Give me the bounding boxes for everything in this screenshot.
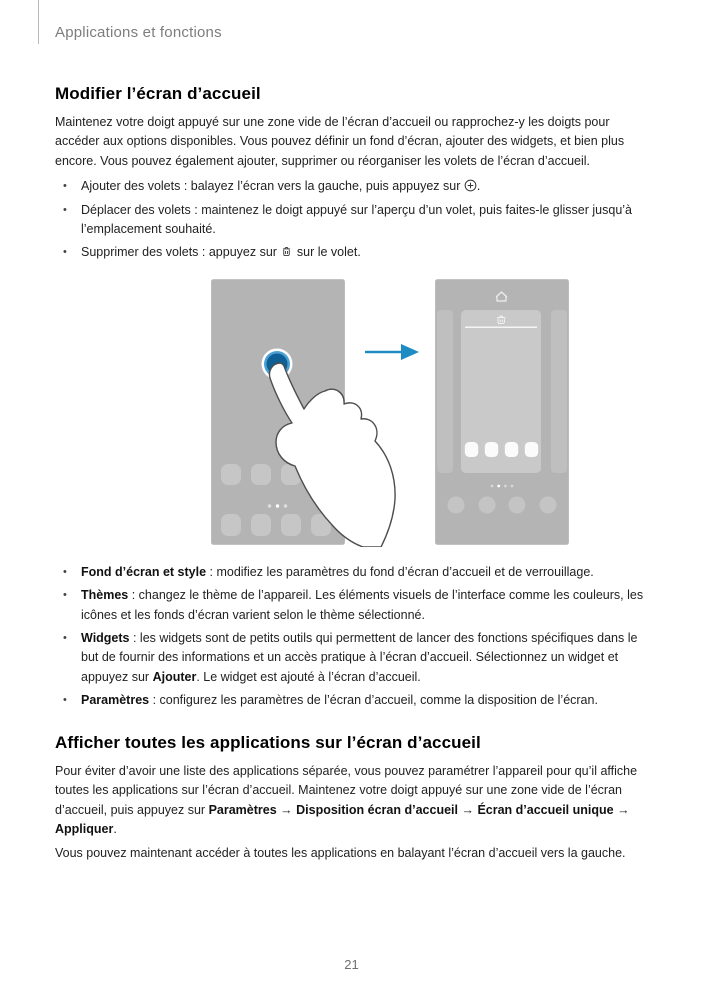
bullet-text: Paramètres : configurez les paramètres de l’écran d’accueil, comme la disposition de l’écran. <box>81 693 598 708</box>
bullet-text: Thèmes : changez le thème de l’appareil. Les éléments visuels de l’interface comme les couleurs, les icônes et les fonds d’écran varient selon le thème sélectionné. <box>81 588 644 622</box>
panel-actions-list <box>55 177 648 263</box>
phone-after-illustration <box>435 279 569 545</box>
section-title-all-apps: Afficher toutes les applications sur l’écran d’accueil <box>55 732 481 752</box>
panel-preview-left <box>437 310 453 473</box>
bullet-item <box>55 563 648 582</box>
figure-home-screen-edit <box>95 279 688 547</box>
bullet-item <box>55 691 648 710</box>
trash-icon <box>280 245 293 258</box>
bullet-text: Widgets : les widgets sont de petits outils qui permettent de lancer des fonctions spécifiques dans le but de fournir des informations et un accès pratique à l’écran d’accueil. Sélectionnez un widget et appuyez sur Ajouter. Le widget est ajouté à l’écran d’accueil. <box>81 631 638 684</box>
bullet-text: Supprimer des volets : appuyez sur sur le volet. <box>81 245 361 260</box>
intro-paragraph: Maintenez votre doigt appuyé sur une zone vide de l’écran d’accueil ou rapprochez-y les doigts pour accéder aux options disponibles. Vous pouvez définir un fond d’écran, ajouter des widgets, et bien plus encore. Vous pouvez également ajouter, supprimer ou réorganiser les volets de l’écran d’accueil. <box>55 115 625 168</box>
all-apps-note: Vous pouvez maintenant accéder à toutes les applications en balayant l’écran d’accueil vers la gauche. <box>55 846 626 861</box>
section-title-edit-home: Modifier l’écran d’accueil <box>55 84 261 103</box>
bullet-text: Ajouter des volets : balayez l’écran vers la gauche, puis appuyez sur . <box>81 179 481 194</box>
bullet-text: Déplacer des volets : maintenez le doigt appuyé sur l’aperçu d’un volet, puis faites-le glisser jusqu’à l’emplacement souhaité. <box>81 202 632 237</box>
bullet-item <box>55 201 648 240</box>
bullet-item <box>55 629 648 687</box>
plus-circle-icon <box>464 179 477 192</box>
all-apps-paragraph: Pour éviter d’avoir une liste des applications séparée, vous pouvez paramétrer l’appareil pour qu’il affiche toutes les applications sur l’écran d’accueil. Maintenez votre doigt appuyé sur une zone vide de l’écran d’accueil, puis appuyez sur Paramètres → Disposition écran d’accueil → Écran d’accueil unique → Appliquer. <box>55 763 638 836</box>
edit-options-list <box>55 563 648 711</box>
panel-preview-right <box>551 310 567 473</box>
bullet-text: Fond d’écran et style : modifiez les paramètres du fond d’écran d’accueil et de verrouillage. <box>81 564 594 579</box>
panel-underline <box>465 326 537 328</box>
bullet-item <box>55 177 648 196</box>
page-number: 21 <box>344 957 359 972</box>
bullet-item <box>55 243 648 262</box>
chapter-header: Applications et fonctions <box>55 24 222 41</box>
phone-before-illustration <box>211 279 411 547</box>
transition-arrow-icon <box>363 341 419 363</box>
page-dots <box>268 504 287 507</box>
bullet-item <box>55 586 648 625</box>
